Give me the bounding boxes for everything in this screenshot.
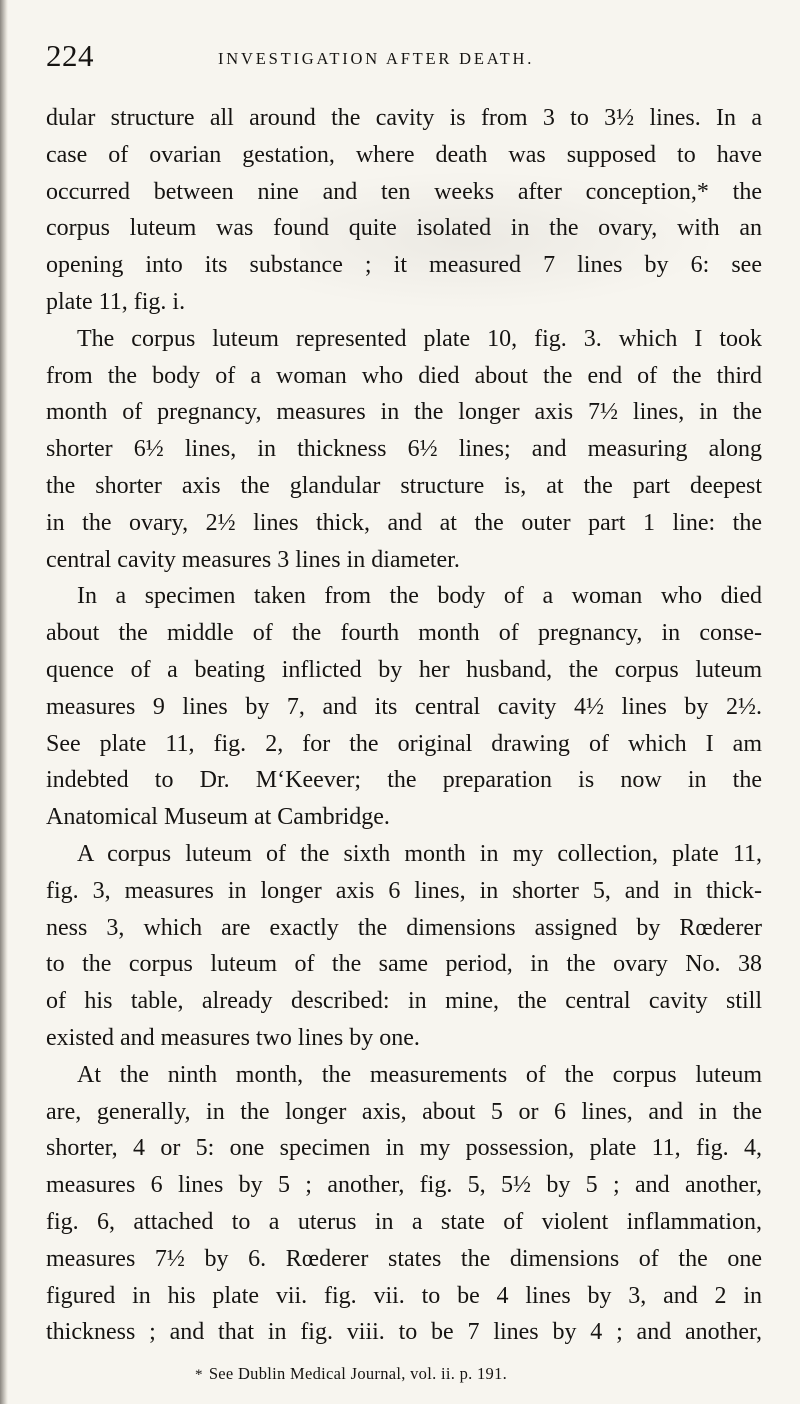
text-line: central cavity measures 3 lines in diameter. [46, 546, 460, 573]
footnote [195, 1364, 507, 1384]
text-line: the shorter axis the glandular structure is, at the part deepest [46, 472, 762, 499]
footnote-text: See Dublin Medical Journal, vol. ii. p. 191. [208, 1364, 508, 1383]
text-line: case of ovarian gestation, where death was supposed to have [46, 141, 762, 168]
text-line: quence of a beating inflicted by her husband, the corpus luteum [46, 656, 762, 683]
text-line: existed and measures two lines by one. [46, 1024, 420, 1051]
text-line: fig. 3, measures in longer axis 6 lines, in shorter 5, and in thick- [46, 877, 762, 904]
text-line: figured in his plate vii. fig. vii. to be 4 lines by 3, and 2 in [46, 1282, 762, 1309]
text-line: A corpus luteum of the sixth month in my collection, plate 11, [77, 840, 762, 867]
text-line: At the ninth month, the measurements of the corpus luteum [77, 1061, 762, 1088]
body-text [46, 100, 762, 1351]
text-line: Anatomical Museum at Cambridge. [46, 804, 390, 831]
text-line: measures 9 lines by 7, and its central cavity 4½ lines by 2½. [46, 693, 762, 720]
text-line: dular structure all around the cavity is from 3 to 3½ lines. In a [46, 105, 762, 131]
text-line: occurred between nine and ten weeks after conception,* the [46, 178, 762, 205]
text-line: measures 6 lines by 5 ; another, fig. 5, 5½ by 5 ; and another, [46, 1172, 762, 1199]
text-line: are, generally, in the longer axis, about 5 or 6 lines, and in the [46, 1098, 762, 1125]
text-line: from the body of a woman who died about the end of the third [46, 362, 762, 389]
text-line: shorter, 4 or 5: one specimen in my possession, plate 11, fig. 4, [46, 1135, 762, 1162]
text-line: about the middle of the fourth month of pregnancy, in conse- [46, 620, 762, 647]
text-line: plate 11, fig. i. [46, 288, 186, 315]
text-line: The corpus luteum represented plate 10, fig. 3. which I took [77, 325, 762, 352]
running-title: INVESTIGATION AFTER DEATH. [218, 49, 535, 68]
text-line: to the corpus luteum of the same period, in the ovary No. 38 [46, 951, 762, 978]
text-line: indebted to Dr. M‘Keever; the preparation is now in the [46, 767, 762, 794]
text-line: See plate 11, fig. 2, for the original drawing of which I am [46, 730, 762, 757]
text-line: of his table, already described: in mine, the central cavity still [46, 988, 762, 1015]
text-line: month of pregnancy, measures in the longer axis 7½ lines, in the [46, 399, 762, 426]
text-line: measures 7½ by 6. Rœderer states the dimensions of the one [46, 1245, 762, 1272]
page-edge-shadow [0, 0, 8, 1404]
text-line: opening into its substance ; it measured 7 lines by 6: see [46, 252, 762, 279]
text-line: ness 3, which are exactly the dimensions assigned by Rœderer [46, 914, 762, 941]
text-line: In a specimen taken from the body of a woman who died [77, 583, 762, 610]
text-line: thickness ; and that in fig. viii. to be 7 lines by 4 ; and another, [46, 1319, 762, 1346]
text-line: fig. 6, attached to a uterus in a state of violent inflammation, [46, 1208, 762, 1235]
text-line: corpus luteum was found quite isolated in the ovary, with an [46, 215, 762, 242]
text-line: shorter 6½ lines, in thickness 6½ lines; and measuring along [46, 436, 762, 463]
page-header [40, 38, 760, 80]
text-line: in the ovary, 2½ lines thick, and at the outer part 1 line: the [46, 509, 762, 536]
footnote-mark: * [195, 1367, 203, 1383]
page-number: 224 [46, 38, 94, 73]
